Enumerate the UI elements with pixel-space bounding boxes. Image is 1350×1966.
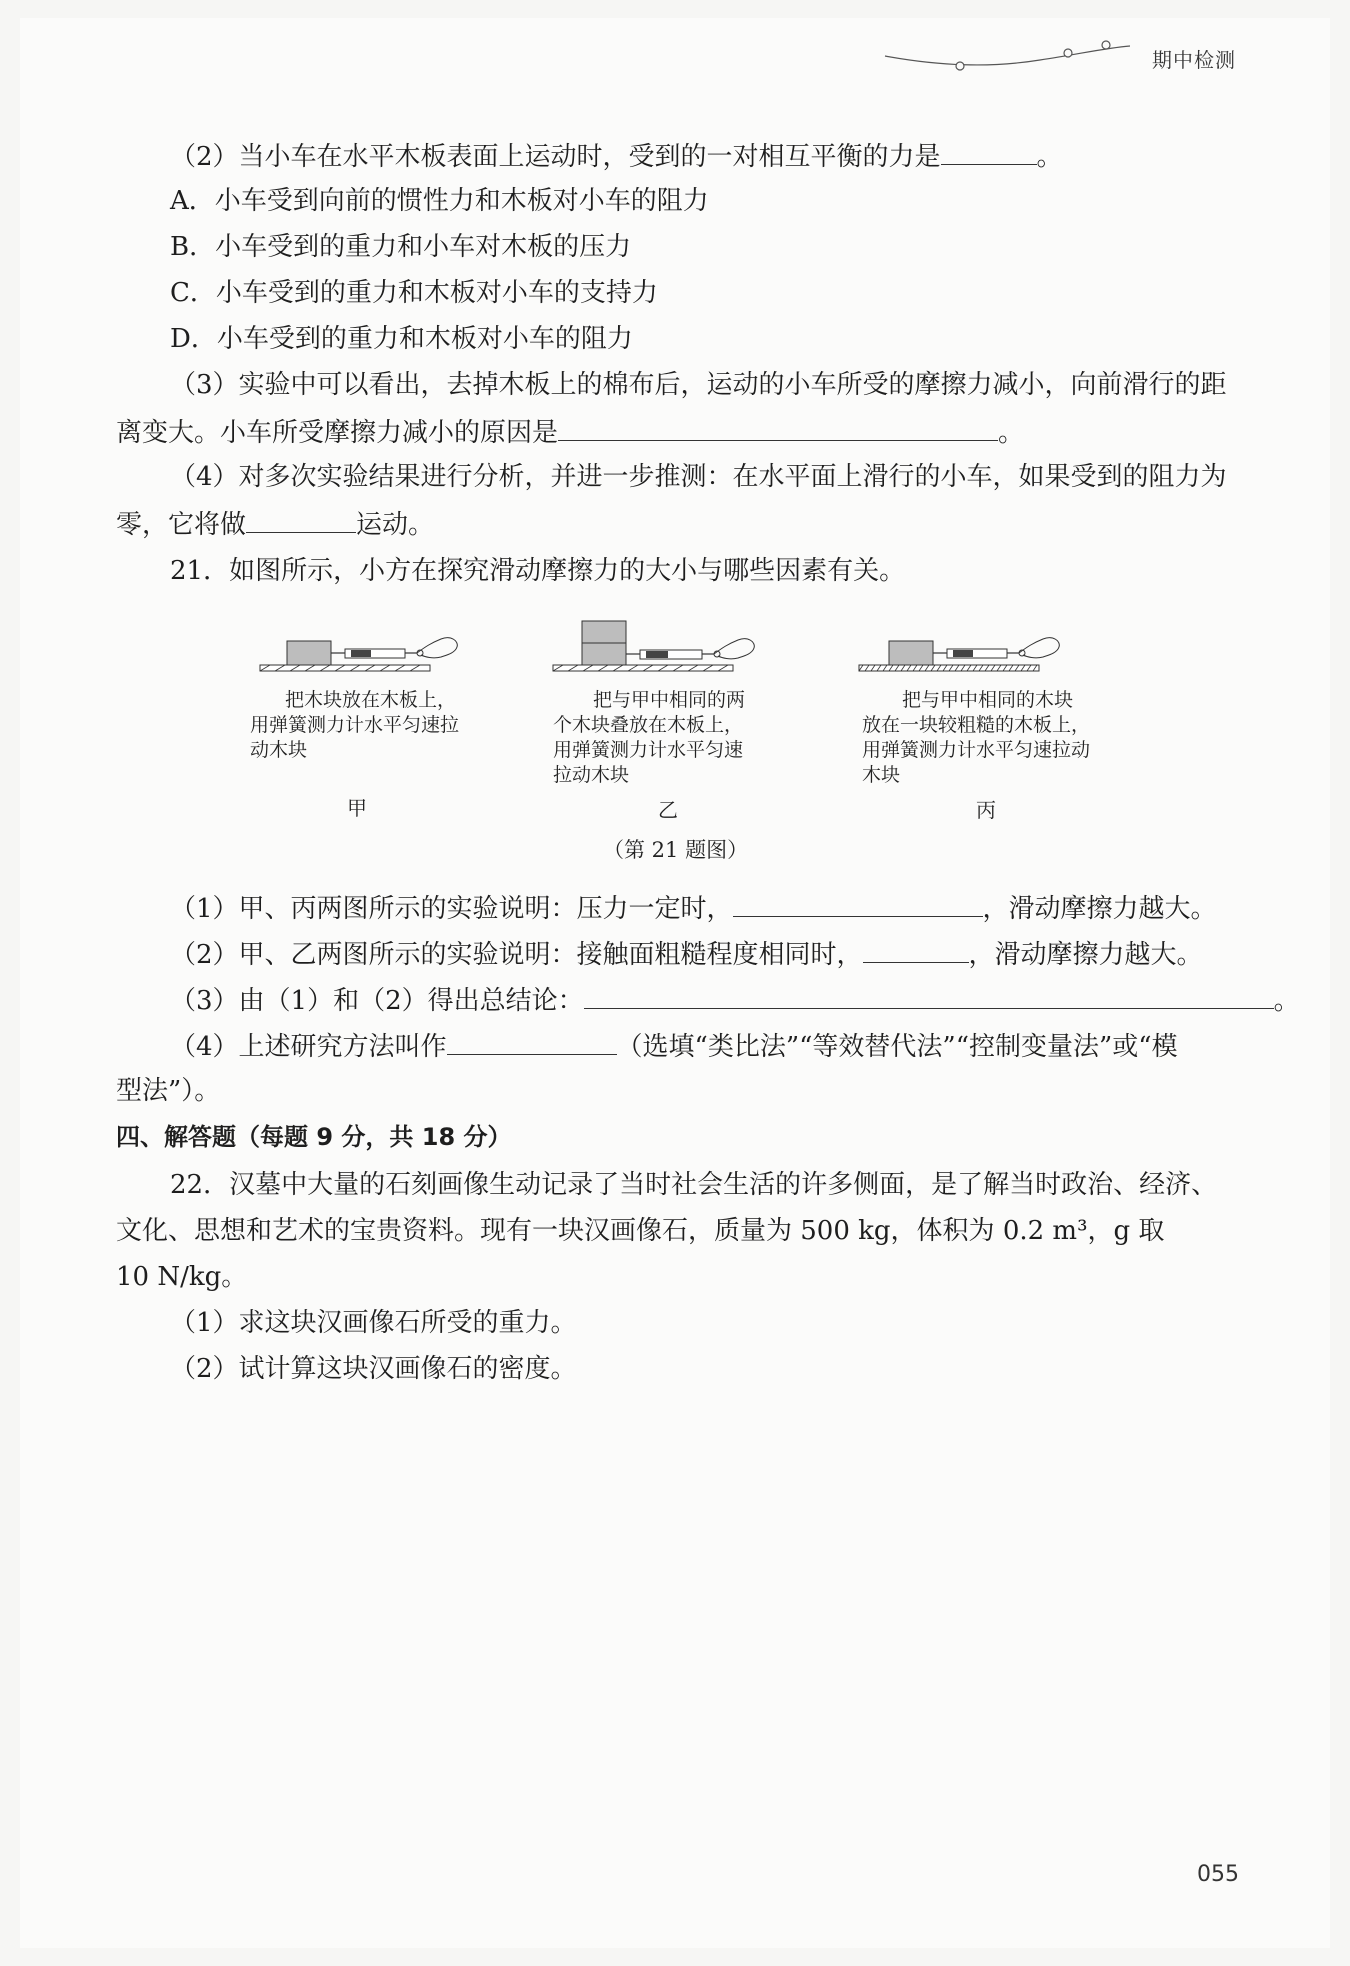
answer-blank[interactable] <box>447 1028 617 1055</box>
header-title: 期中检测 <box>1152 48 1236 72</box>
figure-yi-caption-line: 把与甲中相同的两 <box>593 689 746 711</box>
figure-yi-label: 乙 <box>658 798 678 822</box>
q20-part4-line1: （4）对多次实验结果进行分析，并进一步推测：在水平面上滑行的小车，如果受到的阻力为 <box>170 462 1227 492</box>
q22-line1: 22．汉墓中大量的石刻画像生动记录了当时社会生活的许多侧面，是了解当时政治、经济、 <box>170 1170 1218 1200</box>
figure-jia-caption-line: 把木块放在木板上， <box>285 689 457 711</box>
q21-part4-line2: 型法”）。 <box>116 1076 221 1106</box>
q21-stem: 21．如图所示，小方在探究滑动摩擦力的大小与哪些因素有关。 <box>170 556 906 586</box>
q21-part1 <box>170 890 1217 926</box>
q20-part2-end: 。 <box>1036 142 1063 172</box>
figure-jia-caption-line: 动木块 <box>250 739 308 761</box>
q20-part4-line2 <box>116 506 434 542</box>
q21-part1-start: （1）甲、丙两图所示的实验说明：压力一定时， <box>170 894 733 924</box>
q21-part1-end: ，滑动摩擦力越大。 <box>982 894 1217 924</box>
figure-yi-caption-line: 个木块叠放在木板上， <box>553 714 744 736</box>
q20-part4-end: 运动。 <box>356 510 435 540</box>
q20-part2-text: （2）当小车在水平木板表面上运动时，受到的一对相互平衡的力是 <box>170 142 941 172</box>
q20-part3-line1: （3）实验中可以看出，去掉木板上的棉布后，运动的小车所受的摩擦力减小，向前滑行的距 <box>170 370 1227 400</box>
q20-option-a: A．小车受到向前的惯性力和木板对小车的阻力 <box>170 186 709 216</box>
answer-blank[interactable] <box>246 506 356 533</box>
figure-caption: （第 21 题图） <box>603 838 749 862</box>
q22-line3: 10 N/kg。 <box>116 1262 248 1292</box>
page-number: 055 <box>1197 1862 1239 1887</box>
answer-blank[interactable] <box>733 890 983 917</box>
q22-part1: （1）求这块汉画像石所受的重力。 <box>170 1308 577 1338</box>
q20-part3-text: 离变大。小车所受摩擦力减小的原因是 <box>116 418 559 448</box>
q22-part2: （2）试计算这块汉画像石的密度。 <box>170 1354 577 1384</box>
figure-yi-caption-line: 拉动木块 <box>553 764 630 786</box>
figure-bing-caption-line: 用弹簧测力计水平匀速拉动 <box>862 739 1091 761</box>
q21-part2-end: ，滑动摩擦力越大。 <box>968 940 1203 970</box>
section-title: 四、解答题（每题 9 分，共 18 分） <box>116 1123 512 1151</box>
figure-bing-caption-line: 木块 <box>862 764 901 786</box>
answer-blank[interactable] <box>941 138 1037 165</box>
answer-blank[interactable] <box>863 936 969 963</box>
figure-bing-caption-line: 把与甲中相同的木块 <box>902 689 1074 711</box>
q21-part2 <box>170 936 1203 972</box>
q20-part4-start: 零，它将做 <box>116 510 247 540</box>
q21-part4-line1 <box>170 1028 1178 1064</box>
figure-jia-label: 甲 <box>347 796 367 820</box>
figure-yi-apparatus <box>548 610 788 675</box>
figure-bing-apparatus <box>855 625 1095 675</box>
q21-part3 <box>170 982 1300 1018</box>
figure-bing-caption-line: 放在一块较粗糙的木板上， <box>862 714 1091 736</box>
q21-part4-end: （选填“类比法”“等效替代法”“控制变量法”或“模 <box>616 1032 1178 1062</box>
figure-jia-caption-line: 用弹簧测力计水平匀速拉 <box>250 714 460 736</box>
figure-yi-caption-line: 用弹簧测力计水平匀速 <box>553 739 744 761</box>
q20-part3-end: 。 <box>998 418 1025 448</box>
q20-option-d: D．小车受到的重力和木板对小车的阻力 <box>170 324 633 354</box>
figure-bing-label: 丙 <box>976 798 996 822</box>
q21-part4-start: （4）上述研究方法叫作 <box>170 1032 447 1062</box>
q20-option-b: B．小车受到的重力和小车对木板的压力 <box>170 232 632 262</box>
answer-blank[interactable] <box>584 982 1274 1009</box>
figure-jia-apparatus <box>255 625 485 675</box>
q22-line2: 文化、思想和艺术的宝贵资料。现有一块汉画像石，质量为 500 kg，体积为 0.2 m³，g 取 <box>116 1216 1165 1246</box>
q20-part2 <box>170 138 1063 174</box>
answer-blank[interactable] <box>558 414 998 441</box>
q21-part3-start: （3）由（1）和（2）得出总结论： <box>170 986 584 1016</box>
q21-part3-end: 。 <box>1273 986 1300 1016</box>
q20-part3-line2 <box>116 414 1024 450</box>
header-wave-decoration <box>880 26 1140 76</box>
q21-part2-start: （2）甲、乙两图所示的实验说明：接触面粗糙程度相同时， <box>170 940 863 970</box>
q20-option-c: C．小车受到的重力和木板对小车的支持力 <box>170 278 658 308</box>
